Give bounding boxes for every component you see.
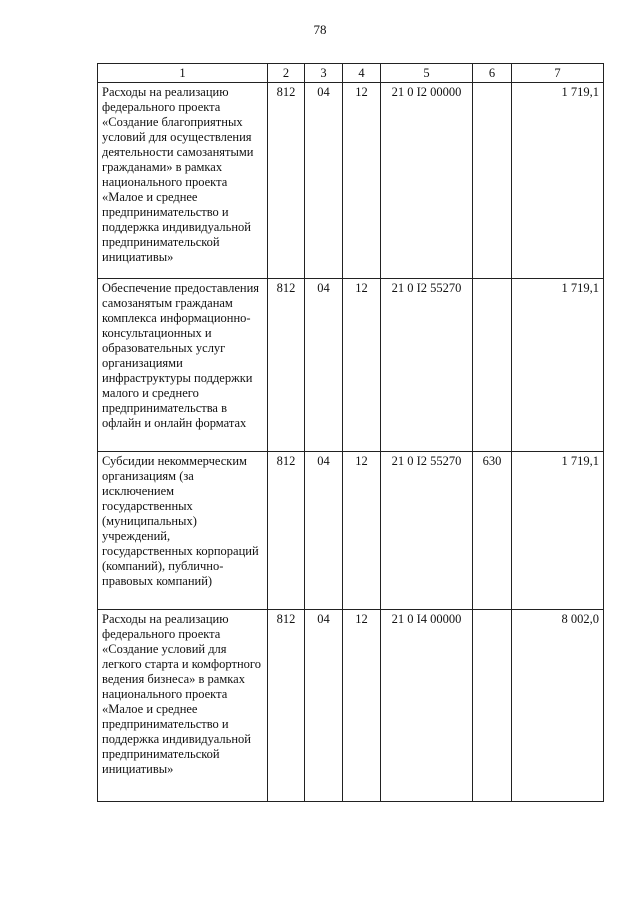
- cell-section-code: 04: [305, 452, 343, 610]
- cell-amount: 1 719,1: [512, 452, 604, 610]
- cell-subsection-code: 12: [343, 83, 381, 279]
- cell-ministry-code: 812: [268, 452, 305, 610]
- table-row: [98, 610, 604, 802]
- column-header-subsection: 4: [343, 64, 381, 83]
- cell-name: Расходы на реализацию федерального проекта «Создание благоприятных условий для осуществления деятельности самозанятыми гражданами» в рамках национального проекта «Малое и среднее предпринимательство и поддержка индивидуальной предпринимательской инициативы»: [98, 83, 268, 279]
- cell-amount: 8 002,0: [512, 610, 604, 802]
- cell-expense-type-code: [473, 279, 512, 452]
- cell-name: Расходы на реализацию федерального проекта «Создание условий для легкого старта и комфортного ведения бизнеса» в рамках национального проекта «Малое и среднее предпринимательство и поддержка индивидуальной предпринимательской инициативы»: [98, 610, 268, 802]
- cell-expense-type-code: [473, 83, 512, 279]
- cell-section-code: 04: [305, 279, 343, 452]
- column-header-name: 1: [98, 64, 268, 83]
- cell-section-code: 04: [305, 83, 343, 279]
- column-header-amount: 7: [512, 64, 604, 83]
- cell-target-code: 21 0 I2 00000: [381, 83, 473, 279]
- cell-target-code: 21 0 I2 55270: [381, 452, 473, 610]
- cell-subsection-code: 12: [343, 452, 381, 610]
- column-header-section: 3: [305, 64, 343, 83]
- cell-subsection-code: 12: [343, 610, 381, 802]
- cell-name: Субсидии некоммерческим организациям (за исключением государственных (муниципальных) учреждений, государственных корпораций (компаний), публично-правовых компаний): [98, 452, 268, 610]
- cell-amount: 1 719,1: [512, 83, 604, 279]
- cell-ministry-code: 812: [268, 279, 305, 452]
- cell-expense-type-code: 630: [473, 452, 512, 610]
- cell-section-code: 04: [305, 610, 343, 802]
- page-number: 78: [313, 22, 327, 37]
- cell-name: Обеспечение предоставления самозанятым гражданам комплекса информационно-консультационных и образовательных услуг организациями инфраструктуры поддержки малого и среднего предпринимательства в офлайн и онлайн форматах: [98, 279, 268, 452]
- cell-amount: 1 719,1: [512, 279, 604, 452]
- table-row: [98, 452, 604, 610]
- table-row: [98, 83, 604, 279]
- column-header-ministry: 2: [268, 64, 305, 83]
- column-header-expense-type: 6: [473, 64, 512, 83]
- cell-subsection-code: 12: [343, 279, 381, 452]
- cell-target-code: 21 0 I2 55270: [381, 279, 473, 452]
- table-header-row: [98, 64, 604, 83]
- cell-expense-type-code: [473, 610, 512, 802]
- cell-ministry-code: 812: [268, 610, 305, 802]
- budget-table: [97, 63, 604, 802]
- column-header-target: 5: [381, 64, 473, 83]
- table-row: [98, 279, 604, 452]
- cell-ministry-code: 812: [268, 83, 305, 279]
- cell-target-code: 21 0 I4 00000: [381, 610, 473, 802]
